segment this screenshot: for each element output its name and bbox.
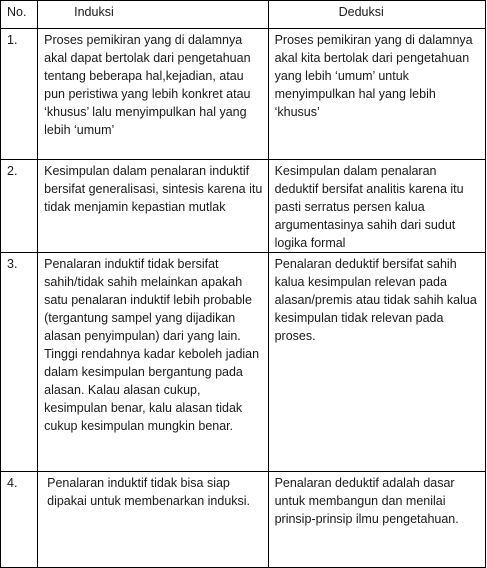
induksi-cell: Penalaran induktif tidak bersifat sahih/tidak sahih melainkan apakah satu penalaran induktif lebih probable (tergantung sampel yang dijadikan alasan penyimpulan) dari yang lain. Tinggi rendahnya kadar keboleh jadian dalam kesimpulan bergantung pada alasan. Kalau alasan cukup, kesimpulan benar, kalu alasan tidak cukup kesimpulan mungkin benar. — [38, 253, 268, 472]
induksi-cell: Penalaran induktif tidak bisa siap dipakai untuk membenarkan induksi. — [38, 472, 268, 568]
deduksi-cell: Penalaran deduktif bersifat sahih kalua kesimpulan relevan pada alasan/premis atau tidak sahih kalua kesimpulan tidak relevan pada proses. — [268, 253, 485, 472]
deduksi-cell: Proses pemikiran yang di dalamnya akal kita bertolak dari pengetahuan yang lebih ‘umum’ untuk menyimpulkan hal yang lebih ‘khusus’ — [268, 29, 485, 160]
table-row — [1, 472, 486, 568]
row-number: 2. — [1, 160, 38, 253]
induksi-cell: Kesimpulan dalam penalaran induktif bersifat generalisasi, sintesis karena itu tidak menjamin kepastian mutlak — [38, 160, 268, 253]
table-row — [1, 160, 486, 253]
header-induksi: Induksi — [38, 1, 268, 29]
row-number: 3. — [1, 253, 38, 472]
table-row — [1, 253, 486, 472]
header-deduksi: Deduksi — [268, 1, 485, 29]
deduksi-cell: Penalaran deduktif adalah dasar untuk membangun dan menilai prinsip-prinsip ilmu pengetahuan. — [268, 472, 485, 568]
induksi-cell: Proses pemikiran yang di dalamnya akal dapat bertolak dari pengetahuan tentang beberapa hal,kejadian, atau pun peristiwa yang lebih konkret atau ‘khusus’ lalu menyimpulkan hal yang lebih ‘umum’ — [38, 29, 268, 160]
row-number: 1. — [1, 29, 38, 160]
header-no: No. — [1, 1, 38, 29]
deduksi-cell: Kesimpulan dalam penalaran deduktif bersifat analitis karena itu pasti serratus persen kalua argumentasinya sahih dari sudut logika formal — [268, 160, 485, 253]
row-number: 4. — [1, 472, 38, 568]
table-row — [1, 29, 486, 160]
table-header-row — [1, 1, 486, 29]
